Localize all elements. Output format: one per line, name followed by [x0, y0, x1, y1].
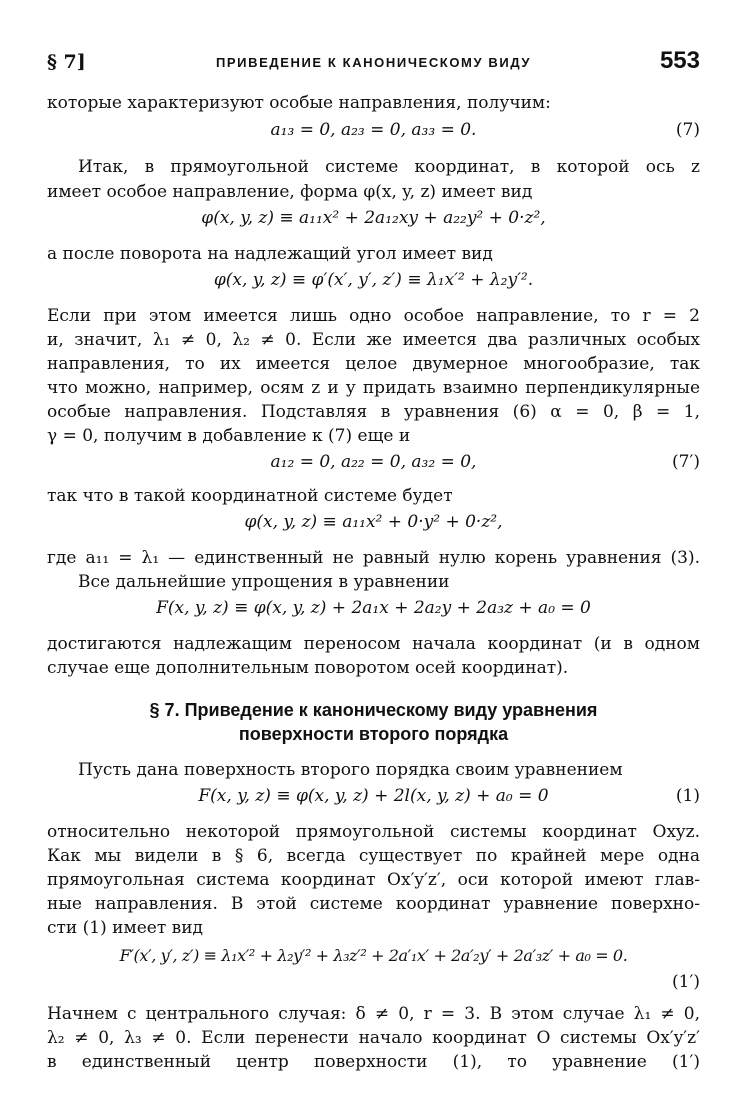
equation-number: (7) — [675, 120, 700, 140]
text-line: а после поворота на надлежащий угол имеет вид — [47, 244, 493, 264]
text-line: λ₂ ≠ 0, λ₃ ≠ 0. Если перенести начало координат O системы Ox′y′z′ — [47, 1028, 700, 1048]
text-line: Как мы видели в § 6, всегда существует по крайней мере одна — [47, 846, 700, 866]
text-line: особые направления. Подставляя в уравнения (6) α = 0, β = 1, — [47, 402, 700, 422]
section-heading-line-1: § 7. Приведение к каноническому виду уравнения — [149, 700, 598, 720]
text-line: имеет особое направление, форма φ(x, y, z) имеет вид — [47, 182, 533, 202]
text-line: γ = 0, получим в добавление к (7) еще и — [47, 426, 411, 446]
header-section-ref: § 7] — [47, 51, 86, 73]
text-line: Начнем с центрального случая: δ ≠ 0, r = 3. В этом случае λ₁ ≠ 0, — [47, 1004, 700, 1024]
equation: φ(x, y, z) ≡ a₁₁x² + 2a₁₂xy + a₂₂y² + 0·z², — [201, 208, 546, 228]
equation: a₁₃ = 0, a₂₃ = 0, a₃₃ = 0. — [270, 120, 477, 140]
text-line: где a₁₁ = λ₁ — единственный не равный нулю корень уравнения (3). — [47, 548, 700, 568]
equation: F(x, y, z) ≡ φ(x, y, z) + 2l(x, y, z) + a₀ = 0 — [198, 786, 549, 806]
text-line: достигаются надлежащим переносом начала координат (и в одном — [47, 634, 700, 654]
text-line: так что в такой координатной системе будет — [47, 486, 453, 506]
text-line: которые характеризуют особые направления, получим: — [47, 93, 551, 113]
text-line: Итак, в прямоугольной системе координат, в которой ось z — [78, 157, 700, 177]
text-line: ные направления. В этой системе координат уравнение поверхно- — [47, 894, 700, 914]
text-line: Пусть дана поверхность второго порядка своим уравнением — [78, 760, 623, 780]
text-line: Если при этом имеется лишь одно особое направление, то r = 2 — [47, 306, 700, 326]
equation: φ(x, y, z) ≡ φ′(x′, y′, z′) ≡ λ₁x′² + λ₂y′². — [213, 270, 534, 290]
running-header — [47, 45, 700, 75]
equation-number: (1) — [675, 786, 700, 806]
page-number: 553 — [659, 47, 700, 74]
header-running-title: ПРИВЕДЕНИЕ К КАНОНИЧЕСКОМУ ВИДУ — [215, 55, 532, 70]
text-line: направления, то их имеется целое двумерное многообразие, так — [47, 354, 700, 374]
text-line: Все дальнейшие упрощения в уравнении — [78, 572, 450, 592]
section-heading-line-2: поверхности второго порядка — [238, 724, 509, 744]
text-line: что можно, например, осям z и y придать взаимно перпендикулярные — [47, 378, 700, 398]
equation: φ(x, y, z) ≡ a₁₁x² + 0·y² + 0·z², — [244, 512, 503, 532]
equation: a₁₂ = 0, a₂₂ = 0, a₃₂ = 0, — [270, 452, 477, 472]
equation: F(x, y, z) ≡ φ(x, y, z) + 2a₁x + 2a₂y + 2a₃z + a₀ = 0 — [156, 598, 591, 618]
text-line: прямоугольная система координат Ox′y′z′, оси которой имеют глав- — [47, 870, 700, 890]
text-line: относительно некоторой прямоугольной системы координат Oxyz. — [47, 822, 700, 842]
equation: F′(x′, y′, z′) ≡ λ₁x′² + λ₂y′² + λ₃z′² + 2a′₁x′ + 2a′₂y′ + 2a′₃z′ + a₀ = 0. — [119, 946, 628, 965]
equation-number: (7′) — [672, 452, 700, 472]
text-line: сти (1) имеет вид — [47, 918, 203, 938]
equation-number: (1′) — [672, 972, 700, 992]
text-line: случае еще дополнительным поворотом осей координат). — [47, 658, 569, 678]
text-line: и, значит, λ₁ ≠ 0, λ₂ ≠ 0. Если же имеется два различных особых — [47, 330, 700, 350]
text-line: в единственный центр поверхности (1), то уравнение (1′) — [47, 1052, 700, 1072]
